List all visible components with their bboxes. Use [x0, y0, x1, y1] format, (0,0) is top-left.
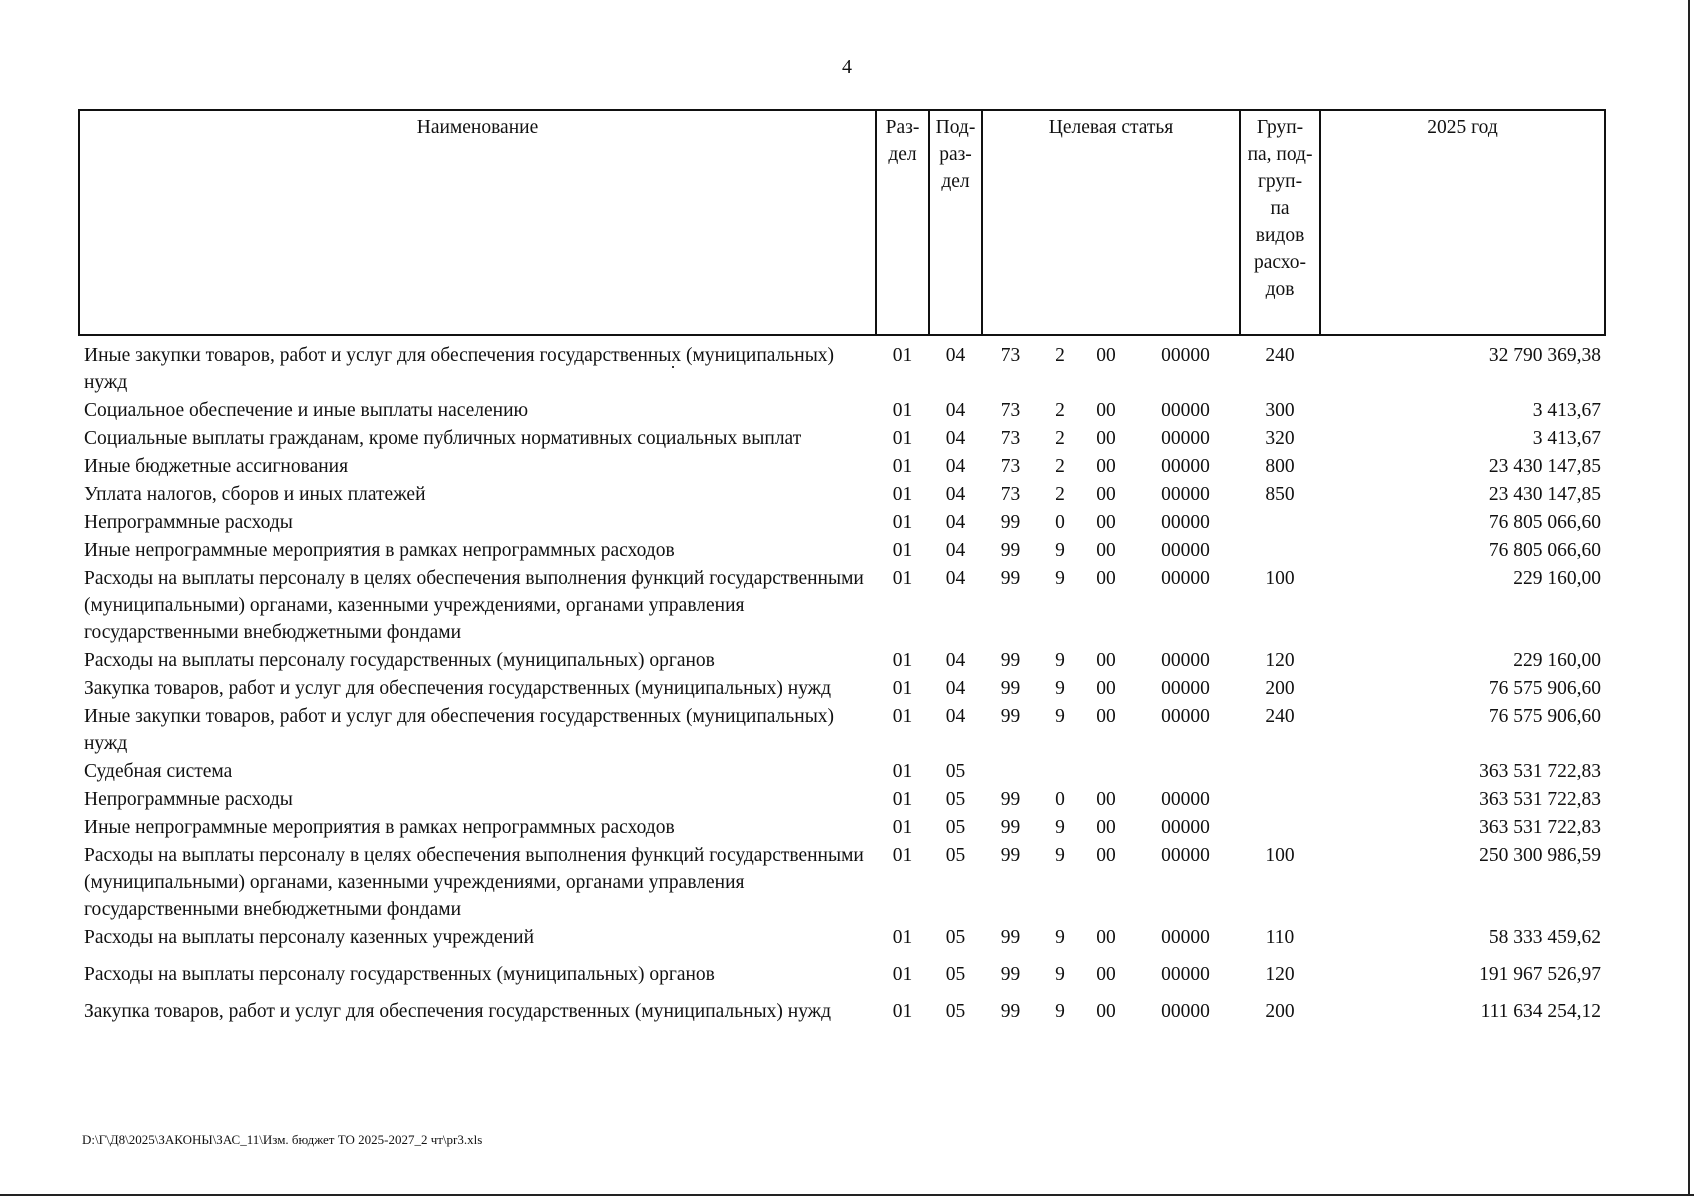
cell-expense-group — [1240, 537, 1320, 565]
cell-target-event: 00 — [1096, 706, 1116, 727]
cell-podrazdel: 04 — [945, 345, 966, 366]
cell-target-program: 73 — [1000, 400, 1021, 421]
cell-target-program — [982, 758, 1039, 786]
cell-target-subprogram — [1039, 758, 1081, 786]
cell-expense-group: 300 — [1265, 400, 1295, 421]
table-row — [79, 481, 1605, 509]
cell-razdel: 01 — [892, 789, 913, 810]
page-bottom-border — [0, 1194, 1694, 1196]
cell-target-program: 99 — [1000, 650, 1021, 671]
cell-target-program: 99 — [1000, 1001, 1021, 1022]
cell-expense-group — [1240, 786, 1320, 814]
cell-podrazdel: 04 — [945, 678, 966, 699]
cell-name: Расходы на выплаты персоналу государственных (муниципальных) органов — [84, 650, 715, 671]
cell-target-program: 99 — [1000, 568, 1021, 589]
cell-target-event: 00 — [1096, 845, 1116, 866]
cell-razdel: 01 — [892, 761, 913, 782]
cell-target-direction: 00000 — [1161, 428, 1210, 449]
cell-razdel: 01 — [892, 1001, 913, 1022]
cell-target-event: 00 — [1096, 964, 1116, 985]
cell-name: Социальное обеспечение и иные выплаты населению — [84, 400, 529, 421]
header-name: Наименование — [79, 110, 876, 335]
cell-podrazdel: 04 — [945, 540, 966, 561]
cell-expense-group: 320 — [1265, 428, 1295, 449]
cell-name: Закупка товаров, работ и услуг для обеспечения государственных (муниципальных) нужд — [84, 1001, 832, 1022]
table-row — [79, 565, 1605, 647]
cell-target-subprogram: 9 — [1055, 678, 1065, 699]
cell-podrazdel: 05 — [945, 964, 966, 985]
cell-name: Иные непрограммные мероприятия в рамках непрограммных расходов — [84, 817, 675, 838]
cell-podrazdel: 04 — [945, 484, 966, 505]
cell-razdel: 01 — [892, 964, 913, 985]
cell-target-program: 73 — [1000, 428, 1021, 449]
cell-target-event: 00 — [1096, 456, 1116, 477]
table-row — [79, 453, 1605, 481]
table-body — [79, 335, 1605, 1026]
cell-expense-group: 240 — [1265, 345, 1295, 366]
table-row — [79, 675, 1605, 703]
cell-target-program: 99 — [1000, 845, 1021, 866]
cell-target-program: 99 — [1000, 964, 1021, 985]
cell-expense-group: 800 — [1265, 456, 1295, 477]
cell-name: Расходы на выплаты персоналу в целях обеспечения выполнения функций государственными (муниципальными) органами, казенными учреждениями, органами управления государственными внебюджетными фондами — [84, 568, 864, 643]
cell-target-subprogram: 9 — [1055, 964, 1065, 985]
page-number: 4 — [842, 56, 852, 78]
table-header — [79, 110, 1605, 335]
table-row — [79, 952, 1605, 989]
cell-name: Расходы на выплаты персоналу казенных учреждений — [84, 927, 535, 948]
cell-podrazdel: 05 — [945, 1001, 966, 1022]
cell-name: Социальные выплаты гражданам, кроме публичных нормативных социальных выплат — [84, 428, 802, 449]
cell-target-direction: 00000 — [1161, 512, 1210, 533]
cell-name: Уплата налогов, сборов и иных платежей — [84, 484, 426, 505]
page-right-border — [1688, 0, 1690, 1196]
cell-name: Иные бюджетные ассигнования — [84, 456, 349, 477]
cell-razdel: 01 — [892, 706, 913, 727]
header-podrazdel: Под- раз- дел — [929, 110, 982, 335]
cell-name: Расходы на выплаты персоналу государственных (муниципальных) органов — [84, 964, 715, 985]
cell-name: Судебная система — [84, 761, 233, 782]
scan-speck — [672, 366, 674, 368]
cell-target-subprogram: 9 — [1055, 540, 1065, 561]
cell-target-direction: 00000 — [1161, 484, 1210, 505]
cell-amount-2025: 229 160,00 — [1513, 650, 1602, 671]
cell-amount-2025: 250 300 986,59 — [1479, 845, 1602, 866]
cell-target-event: 00 — [1096, 817, 1116, 838]
cell-target-program: 99 — [1000, 927, 1021, 948]
cell-target-direction: 00000 — [1161, 789, 1210, 810]
cell-razdel: 01 — [892, 512, 913, 533]
table-row — [79, 647, 1605, 675]
table-row — [79, 989, 1605, 1026]
cell-target-event: 00 — [1096, 400, 1116, 421]
cell-target-program: 73 — [1000, 345, 1021, 366]
cell-target-direction — [1131, 758, 1240, 786]
cell-razdel: 01 — [892, 456, 913, 477]
cell-target-event: 00 — [1096, 512, 1116, 533]
cell-amount-2025: 363 531 722,83 — [1479, 761, 1602, 782]
cell-podrazdel: 05 — [945, 761, 966, 782]
table-row — [79, 335, 1605, 397]
table-row — [79, 758, 1605, 786]
cell-razdel: 01 — [892, 345, 913, 366]
table-row — [79, 509, 1605, 537]
cell-target-event: 00 — [1096, 678, 1116, 699]
cell-name: Закупка товаров, работ и услуг для обеспечения государственных (муниципальных) нужд — [84, 678, 832, 699]
header-target-article: Целевая статья — [982, 110, 1240, 335]
cell-podrazdel: 04 — [945, 456, 966, 477]
cell-target-event: 00 — [1096, 484, 1116, 505]
cell-razdel: 01 — [892, 540, 913, 561]
header-year: 2025 год — [1320, 110, 1605, 335]
cell-name: Иные закупки товаров, работ и услуг для обеспечения государственных (муниципальных) нужд — [84, 706, 835, 754]
table-row — [79, 397, 1605, 425]
cell-target-subprogram: 9 — [1055, 845, 1065, 866]
cell-target-subprogram: 2 — [1055, 400, 1065, 421]
cell-target-subprogram: 9 — [1055, 1001, 1065, 1022]
cell-target-program: 73 — [1000, 484, 1021, 505]
cell-target-subprogram: 9 — [1055, 650, 1065, 671]
cell-target-direction: 00000 — [1161, 345, 1210, 366]
cell-expense-group: 100 — [1265, 568, 1295, 589]
cell-target-event: 00 — [1096, 1001, 1116, 1022]
table-row — [79, 842, 1605, 924]
cell-podrazdel: 04 — [945, 650, 966, 671]
cell-target-direction: 00000 — [1161, 706, 1210, 727]
table-row — [79, 786, 1605, 814]
cell-target-event: 00 — [1096, 927, 1116, 948]
cell-podrazdel: 05 — [945, 845, 966, 866]
cell-target-direction: 00000 — [1161, 456, 1210, 477]
cell-amount-2025: 76 575 906,60 — [1488, 706, 1602, 727]
cell-amount-2025: 191 967 526,97 — [1479, 964, 1602, 985]
cell-target-program: 99 — [1000, 540, 1021, 561]
cell-expense-group — [1240, 509, 1320, 537]
cell-target-direction: 00000 — [1161, 1001, 1210, 1022]
cell-amount-2025: 76 805 066,60 — [1488, 540, 1602, 561]
cell-target-direction: 00000 — [1161, 964, 1210, 985]
cell-name: Непрограммные расходы — [84, 789, 293, 810]
table-row — [79, 814, 1605, 842]
table-row — [79, 425, 1605, 453]
cell-target-program: 99 — [1000, 789, 1021, 810]
cell-expense-group: 200 — [1265, 1001, 1295, 1022]
cell-target-subprogram: 9 — [1055, 706, 1065, 727]
cell-target-program: 99 — [1000, 678, 1021, 699]
cell-target-program: 99 — [1000, 706, 1021, 727]
cell-target-program: 99 — [1000, 512, 1021, 533]
cell-target-direction: 00000 — [1161, 650, 1210, 671]
cell-target-subprogram: 9 — [1055, 568, 1065, 589]
cell-expense-group: 110 — [1265, 927, 1295, 948]
cell-expense-group: 120 — [1265, 650, 1295, 671]
cell-podrazdel: 04 — [945, 568, 966, 589]
cell-target-direction: 00000 — [1161, 568, 1210, 589]
table-row — [79, 703, 1605, 758]
header-razdel: Раз- дел — [876, 110, 929, 335]
cell-expense-group: 100 — [1265, 845, 1295, 866]
cell-target-program: 99 — [1000, 817, 1021, 838]
cell-podrazdel: 04 — [945, 400, 966, 421]
cell-name: Иные закупки товаров, работ и услуг для обеспечения государственных (муниципальных) нужд — [84, 345, 835, 393]
cell-podrazdel: 05 — [945, 817, 966, 838]
cell-amount-2025: 23 430 147,85 — [1488, 456, 1602, 477]
cell-target-event: 00 — [1096, 428, 1116, 449]
cell-expense-group: 850 — [1265, 484, 1295, 505]
cell-razdel: 01 — [892, 568, 913, 589]
cell-name: Расходы на выплаты персоналу в целях обеспечения выполнения функций государственными (муниципальными) органами, казенными учреждениями, органами управления государственными внебюджетными фондами — [84, 845, 864, 920]
cell-amount-2025: 32 790 369,38 — [1488, 345, 1602, 366]
cell-target-direction: 00000 — [1161, 400, 1210, 421]
cell-razdel: 01 — [892, 845, 913, 866]
cell-amount-2025: 3 413,67 — [1532, 400, 1602, 421]
cell-razdel: 01 — [892, 817, 913, 838]
cell-target-subprogram: 0 — [1055, 789, 1065, 810]
cell-razdel: 01 — [892, 400, 913, 421]
cell-expense-group: 240 — [1265, 706, 1295, 727]
cell-target-direction: 00000 — [1161, 678, 1210, 699]
cell-amount-2025: 3 413,67 — [1532, 428, 1602, 449]
cell-expense-group — [1240, 814, 1320, 842]
cell-podrazdel: 05 — [945, 927, 966, 948]
cell-podrazdel: 04 — [945, 428, 966, 449]
cell-razdel: 01 — [892, 428, 913, 449]
cell-amount-2025: 58 333 459,62 — [1488, 927, 1602, 948]
cell-razdel: 01 — [892, 484, 913, 505]
cell-target-subprogram: 2 — [1055, 345, 1065, 366]
cell-amount-2025: 363 531 722,83 — [1479, 817, 1602, 838]
cell-target-program: 73 — [1000, 456, 1021, 477]
cell-amount-2025: 76 805 066,60 — [1488, 512, 1602, 533]
cell-target-direction: 00000 — [1161, 817, 1210, 838]
cell-amount-2025: 23 430 147,85 — [1488, 484, 1602, 505]
cell-target-event: 00 — [1096, 568, 1116, 589]
cell-target-subprogram: 9 — [1055, 817, 1065, 838]
cell-target-subprogram: 2 — [1055, 456, 1065, 477]
cell-name: Иные непрограммные мероприятия в рамках непрограммных расходов — [84, 540, 675, 561]
table-row — [79, 537, 1605, 565]
table-row — [79, 924, 1605, 952]
cell-target-direction: 00000 — [1161, 845, 1210, 866]
cell-target-event: 00 — [1096, 650, 1116, 671]
budget-table — [78, 109, 1606, 1026]
footer-file-path: D:\Г\Д8\2025\ЗАКОНЫ\ЗАС_11\Изм. бюджет ТО 2025-2027_2 чт\pr3.xls — [82, 1132, 483, 1147]
cell-razdel: 01 — [892, 927, 913, 948]
cell-target-subprogram: 9 — [1055, 927, 1065, 948]
cell-amount-2025: 76 575 906,60 — [1488, 678, 1602, 699]
cell-target-event: 00 — [1096, 540, 1116, 561]
cell-expense-group — [1240, 758, 1320, 786]
cell-podrazdel: 04 — [945, 512, 966, 533]
cell-target-event — [1081, 758, 1131, 786]
cell-razdel: 01 — [892, 650, 913, 671]
cell-target-subprogram: 2 — [1055, 428, 1065, 449]
cell-expense-group: 200 — [1265, 678, 1295, 699]
cell-amount-2025: 111 634 254,12 — [1480, 1001, 1602, 1022]
cell-amount-2025: 363 531 722,83 — [1479, 789, 1602, 810]
cell-target-subprogram: 0 — [1055, 512, 1065, 533]
header-group: Груп- па, под- груп- па видов расхо- дов — [1240, 110, 1320, 335]
cell-target-event: 00 — [1096, 789, 1116, 810]
cell-name: Непрограммные расходы — [84, 512, 293, 533]
cell-target-event: 00 — [1096, 345, 1116, 366]
cell-amount-2025: 229 160,00 — [1513, 568, 1602, 589]
cell-target-direction: 00000 — [1161, 540, 1210, 561]
cell-expense-group: 120 — [1265, 964, 1295, 985]
cell-razdel: 01 — [892, 678, 913, 699]
cell-podrazdel: 05 — [945, 789, 966, 810]
cell-target-subprogram: 2 — [1055, 484, 1065, 505]
cell-target-direction: 00000 — [1161, 927, 1210, 948]
cell-podrazdel: 04 — [945, 706, 966, 727]
